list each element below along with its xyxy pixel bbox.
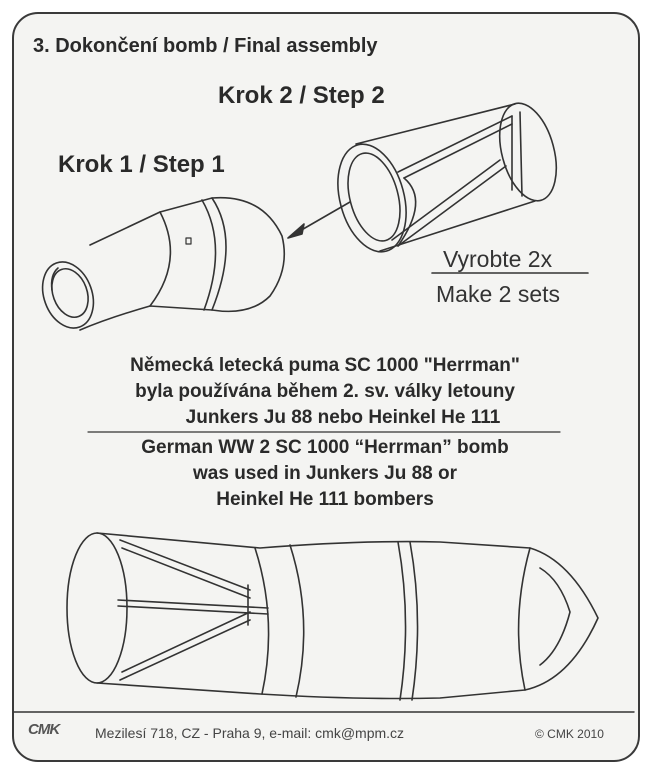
description-cz-line2: byla používána během 2. sv. války letouny (135, 381, 515, 402)
description-cz-line1: Německá letecká puma SC 1000 "Herrman" (130, 355, 520, 376)
cmk-logo: CMK (28, 721, 60, 738)
description-cz-line3: Junkers Ju 88 nebo Heinkel He 111 (185, 407, 501, 428)
step1-bomb-body (34, 198, 284, 336)
description-en-line1: German WW 2 SC 1000 “Herrman” bomb (141, 437, 509, 458)
footer-copyright: © CMK 2010 (535, 727, 604, 741)
make-count-cz: Vyrobte 2x (443, 246, 553, 272)
final-bomb (67, 533, 598, 700)
footer-address: Mezilesí 718, CZ - Praha 9, e-mail: cmk@mpm.cz (95, 725, 405, 741)
description-en-line2: was used in Junkers Ju 88 or (193, 463, 457, 484)
make-count-en: Make 2 sets (436, 281, 560, 307)
page-heading: 3. Dokončení bomb / Final assembly (33, 35, 378, 57)
step1-label: Krok 1 / Step 1 (58, 151, 225, 178)
step2-label: Krok 2 / Step 2 (218, 82, 385, 109)
description-en-line3: Heinkel He 111 bombers (216, 489, 434, 510)
step2-tail-assembly (327, 97, 566, 259)
